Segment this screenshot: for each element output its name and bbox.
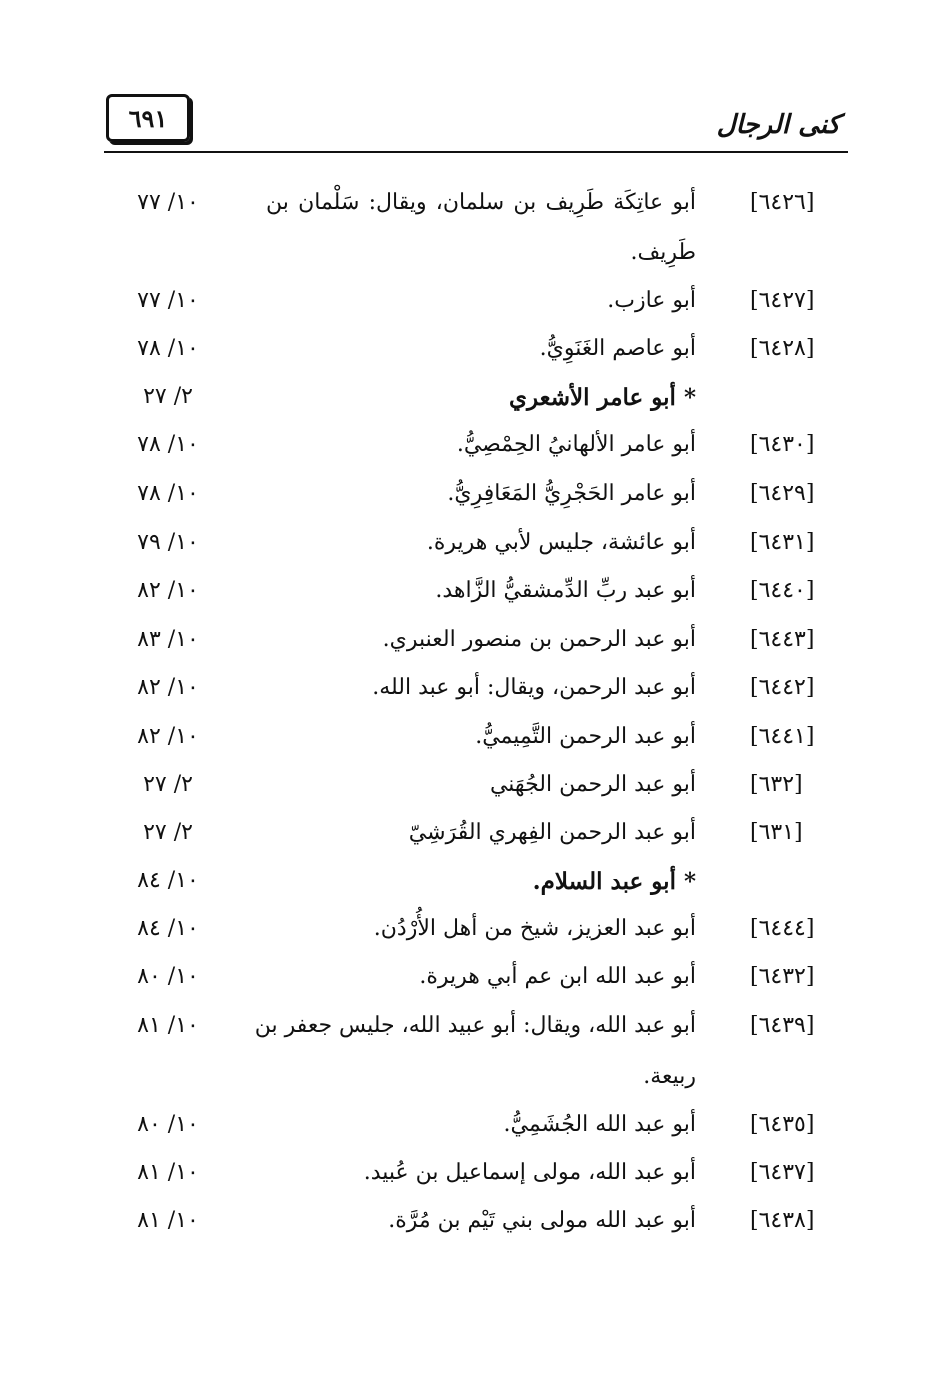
list-item bbox=[0, 1160, 948, 1206]
entry-ref: ١٠/ ٧٨ bbox=[137, 336, 199, 361]
entry-ref: ١٠/ ٧٨ bbox=[137, 481, 199, 506]
entry-number: [٦٤٣٨] bbox=[750, 1208, 815, 1233]
entry-ref: ١٠/ ٨١ bbox=[137, 1160, 199, 1185]
entry-number: [٦٤٤٢] bbox=[750, 675, 815, 700]
list-item bbox=[0, 481, 948, 527]
entry-text: أبو عبد الرحمن الجُهَني bbox=[489, 772, 696, 797]
entry-text: أبو عازب. bbox=[607, 288, 696, 313]
list-item bbox=[0, 964, 948, 1010]
entry-text: أبو عبد الرحمن بن منصور العنبري. bbox=[382, 627, 696, 652]
entry-text: * أبو عامر الأشعري bbox=[508, 384, 696, 411]
entry-text: أبو عامر الألهانيُ الحِمْصِيُّ. bbox=[456, 432, 696, 457]
list-item bbox=[0, 336, 948, 382]
entry-number: [٦٤٢٩] bbox=[750, 481, 815, 506]
list-item bbox=[0, 190, 948, 236]
entry-text: أبو عائشة، جليس لأبي هريرة. bbox=[426, 530, 696, 555]
entry-number: [٦٤٣١] bbox=[750, 530, 815, 555]
list-item bbox=[0, 627, 948, 673]
entry-number: [٦٤٤٣] bbox=[750, 627, 815, 652]
list-item bbox=[0, 916, 948, 962]
entry-text: أبو عبد الله الجُشَمِيُّ. bbox=[503, 1112, 696, 1137]
entry-ref: ١٠/ ٨١ bbox=[137, 1013, 199, 1038]
entry-ref: ٢/ ٢٧ bbox=[143, 772, 193, 797]
list-item bbox=[0, 1208, 948, 1254]
list-item bbox=[0, 724, 948, 770]
entry-ref: ٢/ ٢٧ bbox=[143, 820, 193, 845]
entry-ref: ١٠/ ٧٨ bbox=[137, 432, 199, 457]
list-item bbox=[0, 288, 948, 334]
entry-text: أبو عاصم الغَنَوِيُّ. bbox=[539, 336, 696, 361]
list-item bbox=[0, 820, 948, 866]
entry-ref: ١٠/ ٨١ bbox=[137, 1208, 199, 1233]
entry-ref: ١٠/ ٨٣ bbox=[137, 627, 199, 652]
entry-number: [٦٤٢٧] bbox=[750, 288, 815, 313]
entry-ref: ١٠/ ٨٤ bbox=[137, 916, 199, 941]
entry-ref: ٢/ ٢٧ bbox=[143, 384, 193, 409]
entry-continuation: طَرِيف. bbox=[630, 240, 696, 265]
entry-text: أبو عبد الله مولى بني تَيْم بن مُرَّة. bbox=[388, 1208, 696, 1233]
entry-number: [٦٤٢٨] bbox=[750, 336, 815, 361]
list-item bbox=[0, 384, 948, 430]
entry-ref: ١٠/ ٧٩ bbox=[137, 530, 199, 555]
entry-number: [٦٤٣٢] bbox=[750, 964, 815, 989]
entry-text: أبو عامر الحَجْرِيُّ المَعَافِرِيُّ. bbox=[447, 481, 696, 506]
entry-ref: ١٠/ ٨٤ bbox=[137, 868, 199, 893]
entry-text: أبو عبد الله ابن عم أبي هريرة. bbox=[419, 964, 696, 989]
page-header bbox=[104, 88, 848, 158]
entry-text: أبو عبد الرحمن الفِهري القُرَشِيّ bbox=[408, 820, 696, 845]
entry-number: [٦٤٣٧] bbox=[750, 1160, 815, 1185]
entry-number: [٦٣١] bbox=[750, 820, 803, 845]
list-item bbox=[0, 868, 948, 914]
entry-text: * أبو عبد السلام. bbox=[532, 868, 696, 895]
entry-ref: ١٠/ ٨٢ bbox=[137, 578, 199, 603]
entry-number: [٦٤٢٦] bbox=[750, 190, 815, 215]
entry-ref: ١٠/ ٧٧ bbox=[137, 190, 199, 215]
entry-text: أبو عبد الرحمن، ويقال: أبو عبد الله. bbox=[372, 675, 696, 700]
entry-ref: ١٠/ ٨٠ bbox=[137, 1112, 199, 1137]
entry-text: أبو عبد الله، مولى إسماعيل بن عُبيد. bbox=[363, 1160, 696, 1185]
list-item bbox=[0, 1013, 948, 1059]
entry-text: أبو عبد العزيز، شيخ من أهل الأُرْدُن. bbox=[373, 916, 696, 941]
entry-ref: ١٠/ ٧٧ bbox=[137, 288, 199, 313]
entry-text: أبو عبد الله، ويقال: أبو عبيد الله، جليس جعفر بن bbox=[254, 1013, 696, 1038]
entry-ref: ١٠/ ٨٠ bbox=[137, 964, 199, 989]
running-title: كنى الرجال bbox=[716, 110, 840, 140]
entry-number: [٦٤٣٠] bbox=[750, 432, 815, 457]
entry-continuation: ربيعة. bbox=[643, 1064, 696, 1089]
entry-number: [٦٤٤٤] bbox=[750, 916, 815, 941]
list-item bbox=[0, 675, 948, 721]
header-rule bbox=[104, 151, 848, 153]
entry-text: أبو عبد الرحمن التَّمِيميُّ. bbox=[475, 724, 696, 749]
list-item bbox=[0, 772, 948, 818]
list-item bbox=[0, 530, 948, 576]
entry-text: أبو عاتِكَة طَرِيف بن سلمان، ويقال: سَلْمان بن bbox=[266, 190, 696, 215]
entry-number: [٦٤٤١] bbox=[750, 724, 815, 749]
list-item bbox=[0, 578, 948, 624]
page-number: ٦٩١ bbox=[106, 94, 190, 142]
entry-text: أبو عبد ربِّ الدِّمشقيُّ الزَّاهد. bbox=[435, 578, 696, 603]
entry-number: [٦٤٣٥] bbox=[750, 1112, 815, 1137]
entry-ref: ١٠/ ٨٢ bbox=[137, 675, 199, 700]
list-item bbox=[0, 432, 948, 478]
entry-number: [٦٣٢] bbox=[750, 772, 803, 797]
entry-number: [٦٤٤٠] bbox=[750, 578, 815, 603]
list-item bbox=[0, 1112, 948, 1158]
entry-ref: ١٠/ ٨٢ bbox=[137, 724, 199, 749]
entry-number: [٦٤٣٩] bbox=[750, 1013, 815, 1038]
